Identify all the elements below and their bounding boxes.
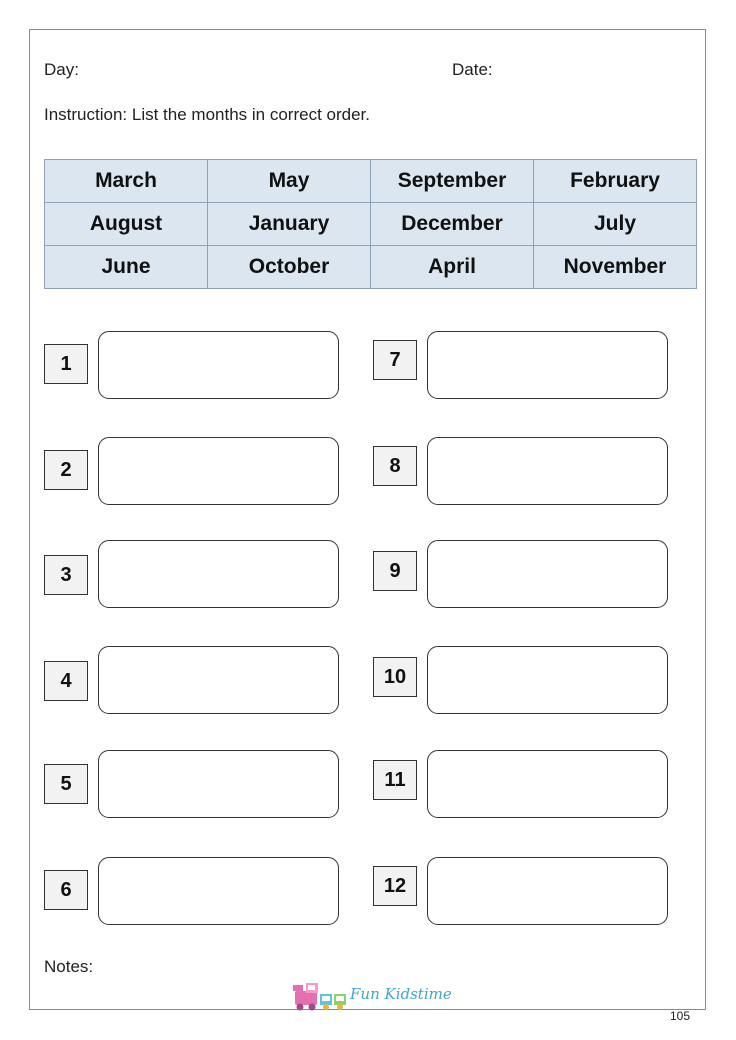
number-box-12: 12 bbox=[373, 866, 417, 906]
logo-text: Fun Kidstime bbox=[350, 985, 452, 1003]
answer-box-9[interactable] bbox=[427, 540, 668, 608]
month-cell: May bbox=[208, 160, 371, 203]
number-box-1: 1 bbox=[44, 344, 88, 384]
day-label: Day: bbox=[44, 60, 79, 79]
answer-box-12[interactable] bbox=[427, 857, 668, 925]
month-cell: September bbox=[371, 160, 534, 203]
number-box-6: 6 bbox=[44, 870, 88, 910]
table-row bbox=[45, 203, 697, 246]
page-number: 105 bbox=[670, 1009, 691, 1023]
number-box-11: 11 bbox=[373, 760, 417, 800]
answer-box-7[interactable] bbox=[427, 331, 668, 399]
answer-box-4[interactable] bbox=[98, 646, 339, 714]
answer-box-5[interactable] bbox=[98, 750, 339, 818]
month-cell: June bbox=[45, 246, 208, 289]
toy-train-icon bbox=[292, 975, 350, 1015]
table-row bbox=[45, 246, 697, 289]
number-box-9: 9 bbox=[373, 551, 417, 591]
answer-box-8[interactable] bbox=[427, 437, 668, 505]
month-cell: February bbox=[534, 160, 697, 203]
months-table bbox=[44, 159, 697, 289]
answer-box-10[interactable] bbox=[427, 646, 668, 714]
number-box-10: 10 bbox=[373, 657, 417, 697]
number-box-7: 7 bbox=[373, 340, 417, 380]
month-cell: December bbox=[371, 203, 534, 246]
answer-box-3[interactable] bbox=[98, 540, 339, 608]
month-cell: August bbox=[45, 203, 208, 246]
instruction-text: Instruction: List the months in correct order. bbox=[44, 105, 370, 124]
answer-box-1[interactable] bbox=[98, 331, 339, 399]
month-cell: November bbox=[534, 246, 697, 289]
date-label: Date: bbox=[452, 60, 493, 79]
month-cell: April bbox=[371, 246, 534, 289]
table-row bbox=[45, 160, 697, 203]
number-box-4: 4 bbox=[44, 661, 88, 701]
number-box-5: 5 bbox=[44, 764, 88, 804]
answer-box-11[interactable] bbox=[427, 750, 668, 818]
answer-box-2[interactable] bbox=[98, 437, 339, 505]
notes-label: Notes: bbox=[44, 957, 94, 976]
answer-box-6[interactable] bbox=[98, 857, 339, 925]
month-cell: March bbox=[45, 160, 208, 203]
number-box-3: 3 bbox=[44, 555, 88, 595]
number-box-2: 2 bbox=[44, 450, 88, 490]
logo bbox=[292, 975, 457, 1015]
month-cell: January bbox=[208, 203, 371, 246]
number-box-8: 8 bbox=[373, 446, 417, 486]
month-cell: October bbox=[208, 246, 371, 289]
month-cell: July bbox=[534, 203, 697, 246]
